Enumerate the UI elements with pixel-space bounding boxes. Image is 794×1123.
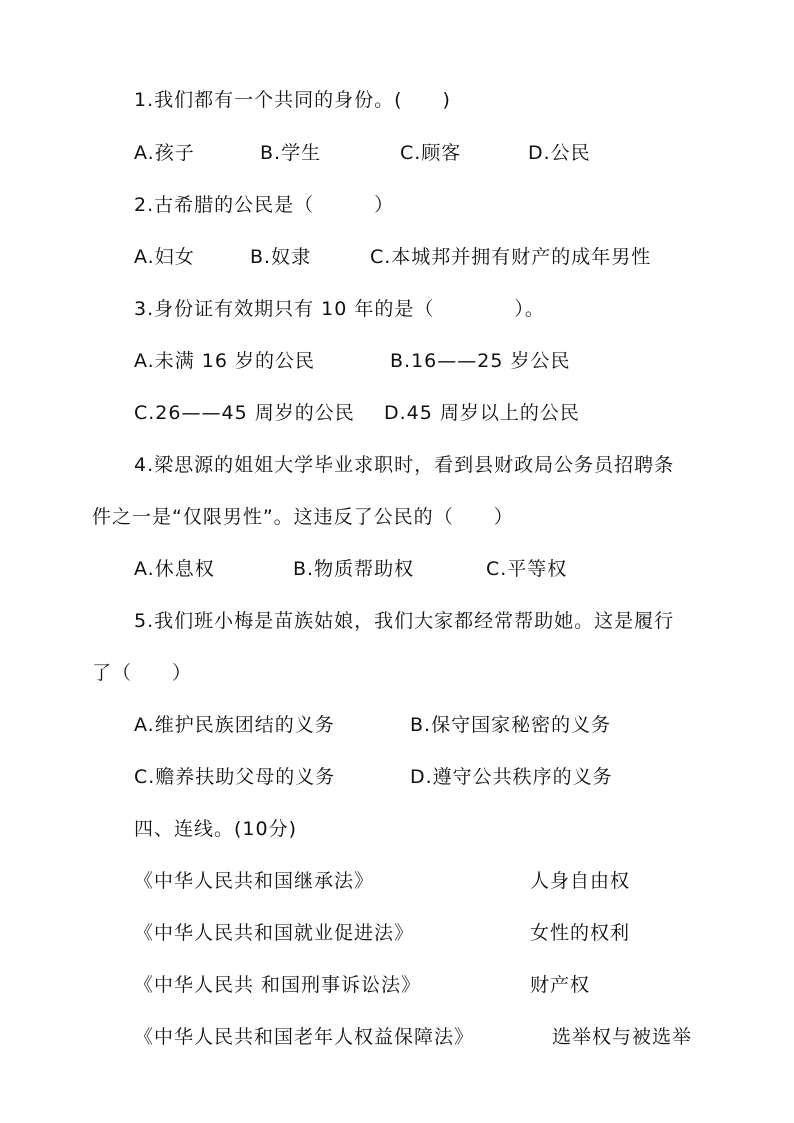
q2-option-b: B.奴隶 (250, 246, 312, 268)
q5-stem-line2: 了（ ） (92, 662, 193, 684)
q1-stem: 1.我们都有一个共同的身份。( ) (134, 89, 451, 111)
q1-option-a: A.孩子 (134, 142, 195, 164)
q3-option-b: B.16——25 岁公民 (390, 350, 571, 372)
q1-option-c: C.顾客 (400, 142, 462, 164)
q3-stem: 3.身份证有效期只有 10 年的是（ ）。 (134, 298, 545, 320)
q5-option-b: B.保守国家秘密的义务 (410, 714, 612, 736)
q4-option-c: C.平等权 (486, 558, 568, 580)
q5-option-c: C.赡养扶助父母的义务 (134, 766, 336, 788)
right-item-2: 女性的权利 (530, 922, 631, 944)
law-item-4: 《中华人民共和国老年人权益保障法》 (134, 1026, 475, 1048)
q4-option-a: A.休息权 (134, 558, 215, 580)
q5-stem-line1: 5.我们班小梅是苗族姑娘，我们大家都经常帮助她。这是履行 (134, 610, 675, 632)
right-item-4: 选举权与被选举 (552, 1026, 693, 1048)
q2-option-a: A.妇女 (134, 246, 195, 268)
q3-option-a: A.未满 16 岁的公民 (134, 350, 315, 372)
q1-option-b: B.学生 (260, 142, 322, 164)
law-item-3: 《中华人民共 和国刑事诉讼法》 (134, 974, 422, 996)
q4-option-b: B.物质帮助权 (293, 558, 415, 580)
law-item-2: 《中华人民共和国就业促进法》 (134, 922, 415, 944)
q5-option-d: D.遵守公共秩序的义务 (410, 766, 613, 788)
q3-option-d: D.45 周岁以上的公民 (384, 402, 580, 424)
law-item-1: 《中华人民共和国继承法》 (134, 870, 375, 892)
q4-stem-line2: 件之一是“仅限男性”。这违反了公民的（ ） (92, 506, 514, 528)
q5-option-a: A.维护民族团结的义务 (134, 714, 335, 736)
q4-stem-line1: 4.梁思源的姐姐大学毕业求职时，看到县财政局公务员招聘条 (134, 454, 675, 476)
section4-heading: 四、连线。(10分) (134, 818, 298, 840)
q3-option-c: C.26——45 周岁的公民 (134, 402, 355, 424)
right-item-1: 人身自由权 (530, 870, 631, 892)
q1-option-d: D.公民 (528, 142, 591, 164)
right-item-3: 财产权 (530, 974, 591, 996)
q2-option-c: C.本城邦并拥有财产的成年男性 (370, 246, 652, 268)
q2-stem: 2.古希腊的公民是（ ） (134, 194, 395, 216)
